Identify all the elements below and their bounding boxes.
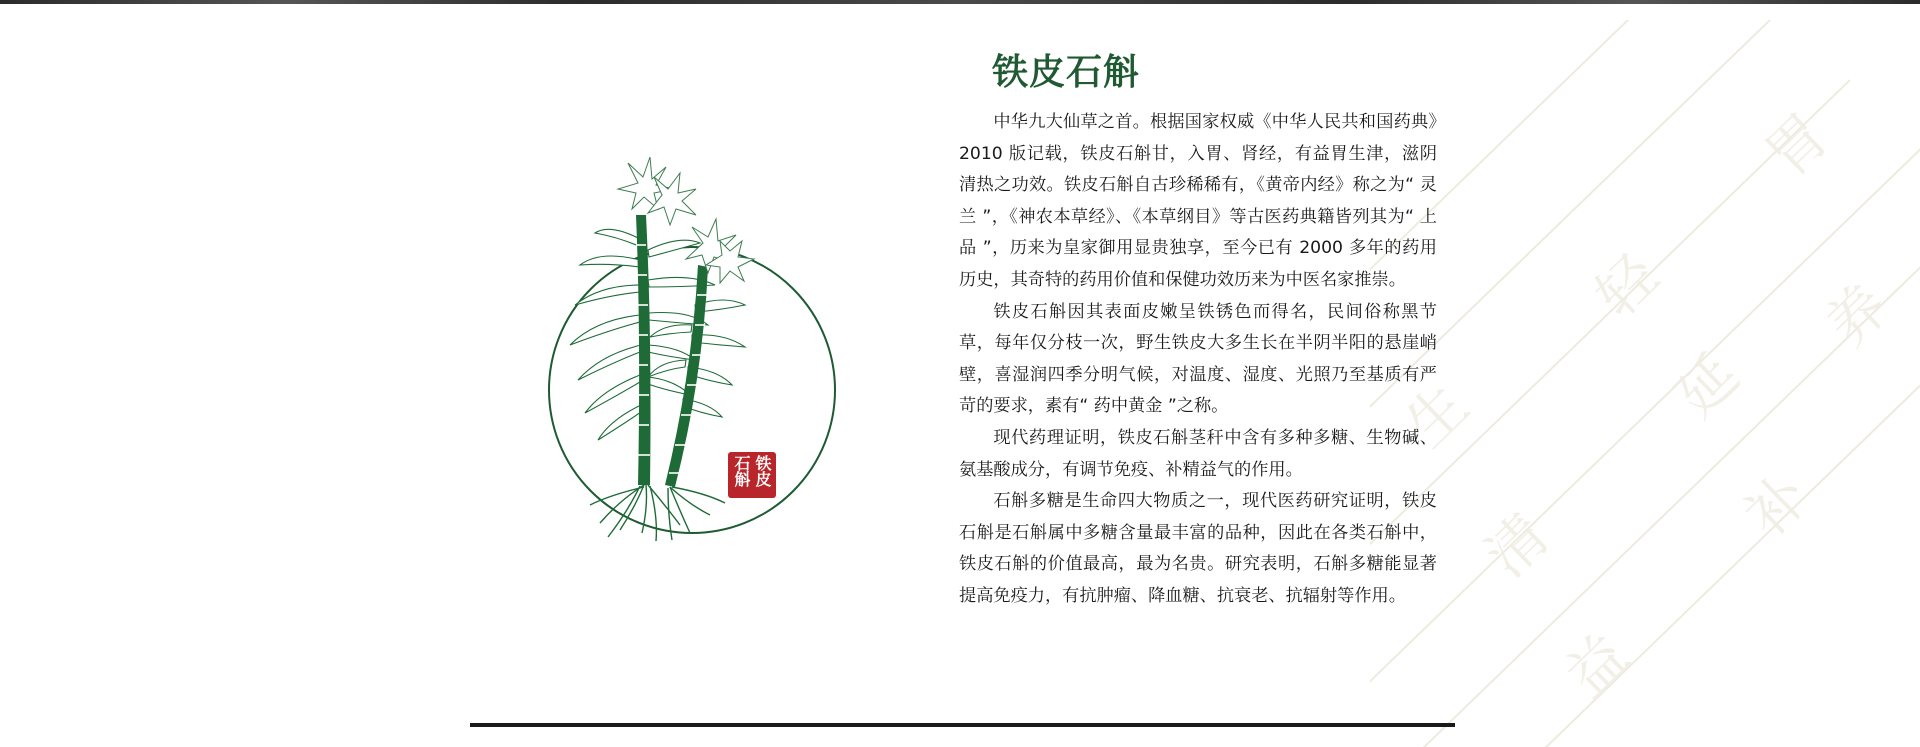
svg-text:补: 补: [1732, 460, 1822, 551]
svg-text:轻: 轻: [1582, 240, 1672, 331]
svg-text:延: 延: [1662, 340, 1752, 431]
paragraph-polysaccharide: 石斛多糖是生命四大物质之一，现代医药研究证明，铁皮石斛是石斛属中多糖含量最丰富的品种，因此在各类石斛中，铁皮石斛的价值最高，最为名贵。研究表明，石斛多糖能显著提高免疫力，有抗肿瘤、降血糖、抗衰老、抗辐射等作用。: [959, 491, 1437, 606]
page-title: 铁皮石斛: [992, 51, 1141, 93]
svg-text:清: 清: [1472, 500, 1562, 591]
svg-text:胃: 胃: [1752, 100, 1842, 191]
svg-text:生: 生: [1392, 370, 1482, 461]
calligraphy-watermark: [1370, 20, 1920, 747]
paragraph-pharmacology: 现代药理证明，铁皮石斛茎秆中含有多种多糖、生物碱、氨基酸成分，有调节免疫、补精益气的作用。: [959, 427, 1437, 480]
seal-text: [731, 455, 773, 495]
paragraph-intro: 中华九大仙草之首。根据国家权威《中华人民共和国药典》2010 版记载，铁皮石斛甘，入胃、肾经，有益胃生津，滋阴清热之功效。铁皮石斛自古珍稀稀有，《黄帝内经》称之为“ 灵兰 ”，《神农本草经》、《本草纲目》等古医药典籍皆列其为“ 上品 ”，历来为皇家御用显贵独享，至今已有 2000 多年的药用历史，其奇特的药用价值和保健功效历来为中医名家推崇。: [959, 112, 1437, 290]
dendrobium-illustration: [540, 155, 850, 545]
paragraph-origin: 铁皮石斛因其表面皮嫩呈铁锈色而得名，民间俗称黑节草，每年仅分枝一次，野生铁皮大多生长在半阴半阳的悬崖峭壁，喜湿润四季分明气候，对温度、湿度、光照乃至基质有严苛的要求，素有“ 药中黄金 ”之称。: [959, 301, 1437, 417]
seal-line-2: 石斛: [732, 455, 751, 487]
seal-line-1: 铁皮: [753, 455, 772, 487]
divider-line: [470, 723, 1455, 727]
svg-text:养: 养: [1812, 270, 1902, 361]
article-body: [959, 107, 1437, 613]
svg-text:益: 益: [1552, 620, 1642, 711]
top-photo-strip: [0, 0, 1920, 4]
